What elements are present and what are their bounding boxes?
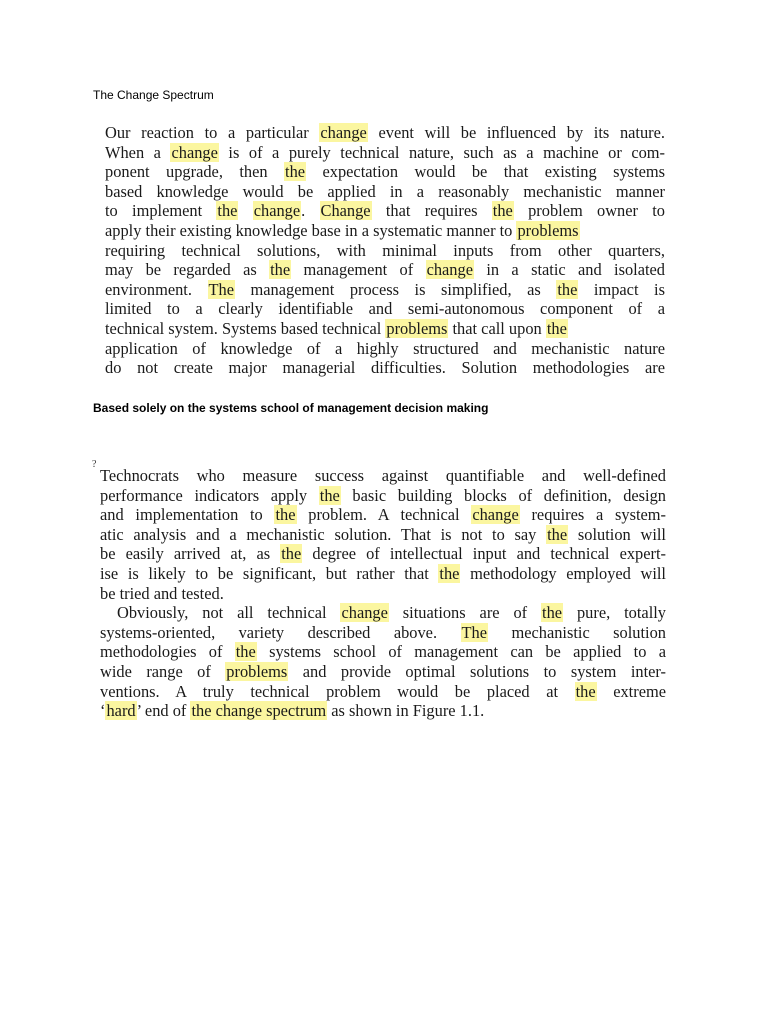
highlighted-term: Change xyxy=(320,201,371,221)
text-run: application of knowledge of a highly structured and mechanistic nature xyxy=(105,338,665,358)
text-run: . xyxy=(301,201,320,221)
text-run: to implement xyxy=(105,201,217,221)
text-line xyxy=(105,280,665,300)
text-line xyxy=(100,466,666,486)
text-run: extreme xyxy=(596,681,666,701)
footnote-mark: ? xyxy=(92,459,97,470)
highlighted-term: change xyxy=(171,142,218,162)
highlighted-term: problems xyxy=(386,318,448,338)
scanned-excerpt-2 xyxy=(100,466,666,721)
text-run: be tried and tested. xyxy=(100,583,224,603)
text-run: be easily arrived at, as xyxy=(100,544,281,564)
text-run: technical system. Systems based technical xyxy=(105,318,386,338)
text-run: performance indicators apply xyxy=(100,485,319,505)
highlighted-term: The xyxy=(208,279,234,299)
text-line xyxy=(100,662,666,682)
text-run: problem. A technical xyxy=(296,505,472,525)
text-line xyxy=(100,603,666,623)
text-line xyxy=(100,623,666,643)
text-run: management process is simplified, as xyxy=(234,279,557,299)
highlighted-term: change xyxy=(341,603,388,623)
text-run: and implementation to xyxy=(100,505,275,525)
scanned-excerpt-1 xyxy=(105,123,665,378)
section-heading: The Change Spectrum xyxy=(93,88,214,102)
text-run xyxy=(238,201,252,220)
text-run: requires a system- xyxy=(519,505,666,525)
text-run: do not create major managerial difficulties. Solution methodologies are xyxy=(105,358,665,378)
text-line xyxy=(100,505,666,525)
text-run: wide range of xyxy=(100,661,226,681)
text-run: situations are of xyxy=(388,603,542,623)
text-line xyxy=(100,525,666,545)
highlighted-term: the xyxy=(492,201,513,221)
text-line xyxy=(105,221,665,241)
text-line xyxy=(105,201,665,221)
text-run: in a static and isolated xyxy=(473,260,666,280)
text-line xyxy=(100,584,666,604)
text-run: management of xyxy=(291,260,426,280)
text-run: ‘ xyxy=(100,701,106,721)
text-run: problem owner to xyxy=(513,201,665,221)
text-line xyxy=(105,241,665,261)
text-run: impact is xyxy=(578,279,665,299)
highlighted-term: the xyxy=(275,505,296,525)
subheading: Based solely on the systems school of management decision making xyxy=(93,401,489,415)
highlighted-term: change xyxy=(320,123,367,142)
text-run: degree of intellectual input and technical expert- xyxy=(302,544,666,564)
highlighted-term: change xyxy=(472,505,519,525)
text-run: requiring technical solutions, with minimal inputs from other quarters, xyxy=(105,240,665,260)
text-run: atic analysis and a mechanistic solution. That is not to say xyxy=(100,524,547,544)
text-run: ise is likely to be significant, but rather that xyxy=(100,563,439,583)
text-line xyxy=(105,339,665,359)
highlighted-term: the xyxy=(557,279,578,299)
text-run: Obviously, not all technical xyxy=(117,603,341,623)
text-run: may be regarded as xyxy=(105,260,270,280)
text-run: Technocrats who measure success against quantifiable and well-defined xyxy=(100,466,666,485)
text-run: mechanistic solution xyxy=(488,622,666,642)
highlighted-term: hard xyxy=(106,701,136,721)
text-run: basic building blocks of definition, design xyxy=(340,485,666,505)
text-run: that call upon xyxy=(448,318,546,338)
text-line xyxy=(105,162,665,182)
highlighted-term: the xyxy=(575,681,596,701)
text-run: ponent upgrade, then xyxy=(105,162,285,182)
highlighted-term: the xyxy=(542,603,563,623)
text-run: as shown in Figure 1.1. xyxy=(327,701,485,721)
highlighted-term: the xyxy=(217,201,238,221)
text-run: is of a purely technical nature, such as a machine or com- xyxy=(218,142,665,162)
text-run: expectation would be that existing systems xyxy=(306,162,665,182)
highlighted-term: change xyxy=(426,260,473,280)
text-line xyxy=(100,486,666,506)
highlighted-term: the xyxy=(547,524,568,544)
text-run: limited to a clearly identifiable and semi-autonomous component of a xyxy=(105,299,665,319)
highlighted-term: the xyxy=(235,642,256,662)
text-line xyxy=(105,182,665,202)
highlighted-term: the xyxy=(270,260,291,280)
text-run: based knowledge would be applied in a reasonably mechanistic manner xyxy=(105,181,665,201)
text-run: ’ end of xyxy=(136,701,191,721)
highlighted-term: The xyxy=(461,622,487,642)
text-line xyxy=(105,299,665,319)
highlighted-term: change xyxy=(253,201,301,221)
highlighted-term: the xyxy=(319,485,340,505)
text-line xyxy=(105,123,665,143)
highlighted-term: the xyxy=(285,162,306,182)
text-run: environment. xyxy=(105,279,208,299)
text-run: When a xyxy=(105,142,171,162)
highlighted-term: the xyxy=(546,318,567,338)
text-run: methodologies of xyxy=(100,642,235,662)
highlighted-term: problems xyxy=(226,661,288,681)
text-run: Our reaction to a particular xyxy=(105,123,320,142)
text-line xyxy=(100,642,666,662)
text-run: pure, totally xyxy=(563,603,667,623)
highlighted-term: problems xyxy=(517,220,579,240)
text-run: methodology employed will xyxy=(460,563,666,583)
text-run: ventions. A truly technical problem would be placed at xyxy=(100,681,575,701)
highlighted-term: the change spectrum xyxy=(191,701,327,721)
text-line xyxy=(105,143,665,163)
text-line xyxy=(100,564,666,584)
text-run: event will be influenced by its nature. xyxy=(367,123,665,142)
text-line xyxy=(100,701,666,721)
text-line xyxy=(100,544,666,564)
text-run: apply their existing knowledge base in a systematic manner to xyxy=(105,220,517,240)
text-line xyxy=(100,682,666,702)
text-run: systems-oriented, variety described above. xyxy=(100,622,461,642)
text-run: that requires xyxy=(371,201,492,221)
text-run: solution will xyxy=(568,524,666,544)
text-run: and provide optimal solutions to system inter- xyxy=(288,661,666,681)
text-line xyxy=(105,260,665,280)
text-line xyxy=(105,319,665,339)
text-run: systems school of management can be applied to a xyxy=(256,642,666,662)
highlighted-term: the xyxy=(439,563,460,583)
highlighted-term: the xyxy=(281,544,302,564)
text-line xyxy=(105,358,665,378)
